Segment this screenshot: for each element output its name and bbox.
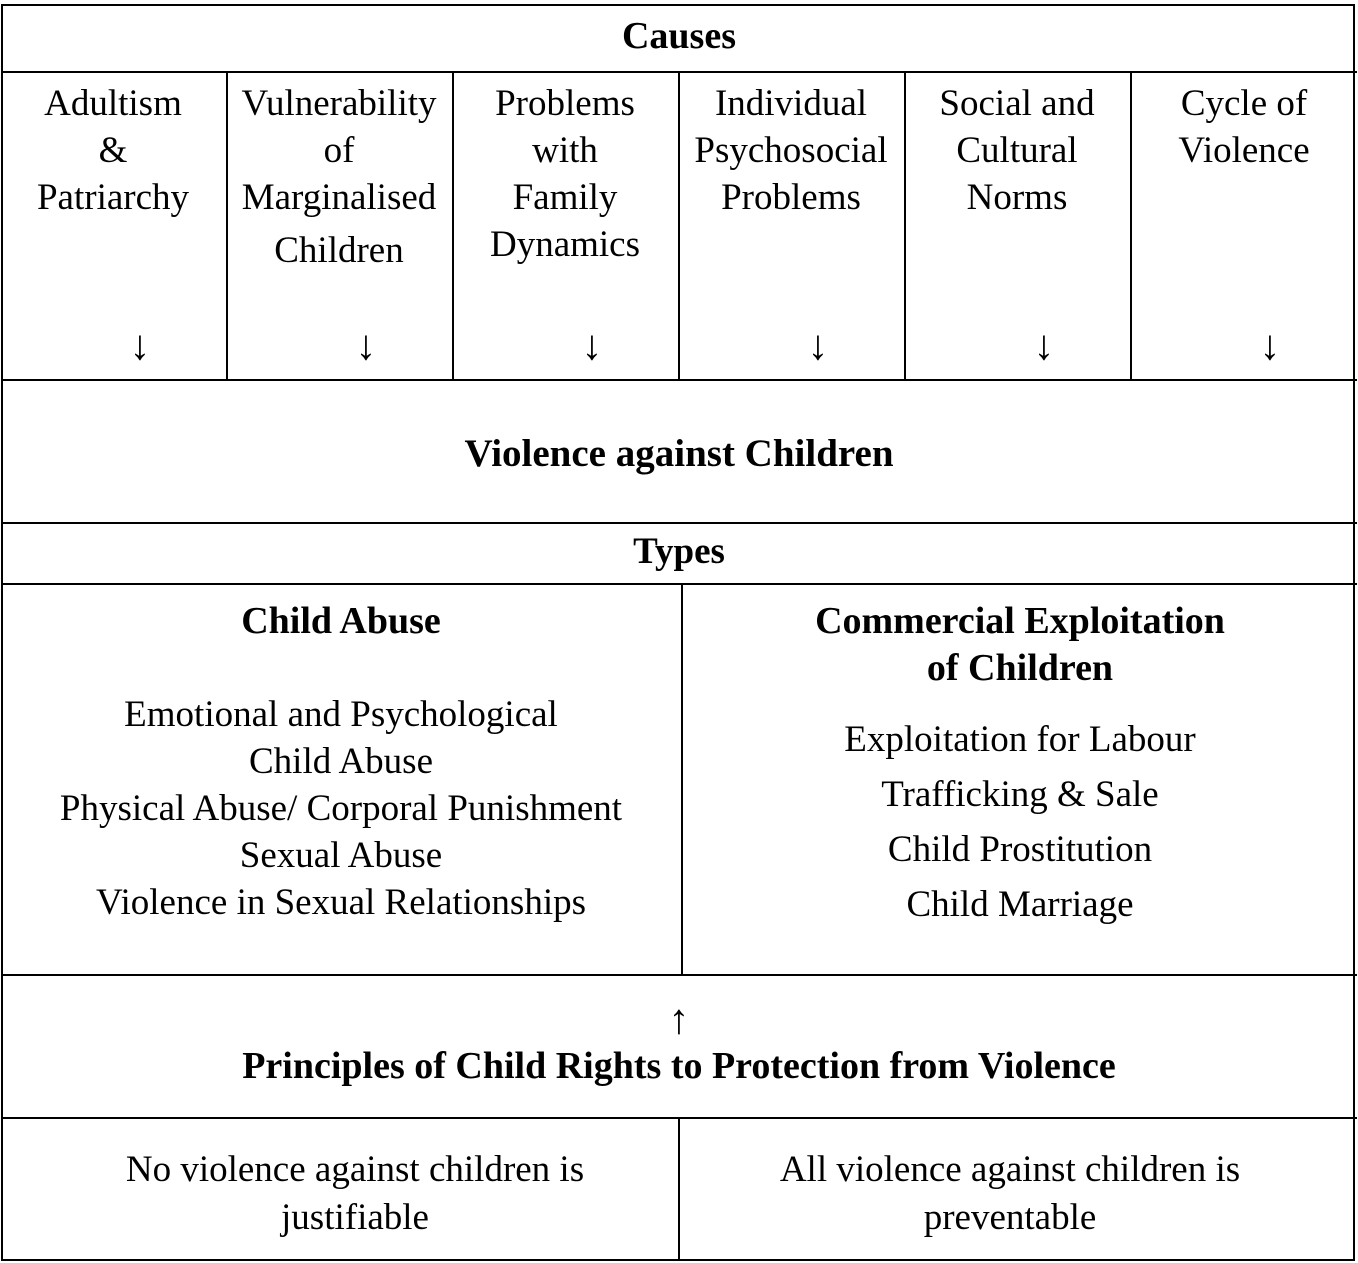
principle-preventable — [680, 1146, 1340, 1242]
cause-line: Cycle of — [1180, 83, 1308, 124]
down-arrow-icon: ↓ — [355, 323, 377, 369]
commercial-exploitation-item: Child Prostitution — [887, 829, 1153, 870]
child-abuse-item: Child Abuse — [249, 741, 433, 782]
cause-social-cultural-norms — [904, 80, 1130, 221]
commercial-exploitation-item: Child Marriage — [906, 884, 1134, 925]
cause-line: Violence — [1178, 130, 1310, 171]
child-abuse-heading: Child Abuse — [241, 600, 441, 642]
principle-line: All violence against children is — [779, 1149, 1241, 1190]
up-arrow-icon: ↑ — [668, 997, 690, 1043]
cause-line: Dynamics — [489, 224, 641, 265]
down-arrow-icon: ↓ — [1033, 323, 1055, 369]
child-abuse-section — [0, 598, 682, 926]
principles-title: Principles of Child Rights to Protection from Violence — [242, 1045, 1116, 1087]
cause-line: Social and — [939, 83, 1095, 124]
cause-line: Adultism — [44, 83, 182, 124]
cause-line: Children — [274, 230, 404, 271]
causes-title: Causes — [621, 15, 737, 57]
commercial-exploitation-item: Trafficking & Sale — [881, 774, 1159, 815]
cause-psychosocial — [678, 80, 904, 221]
cause-cycle-of-violence — [1130, 80, 1358, 174]
child-abuse-item: Violence in Sexual Relationships — [96, 882, 586, 923]
divider-types-title — [1, 583, 1357, 585]
principle-line: No violence against children is — [125, 1149, 585, 1190]
types-title: Types — [633, 531, 725, 572]
child-abuse-item: Physical Abuse/ Corporal Punishment — [59, 788, 623, 829]
principle-line: justifiable — [281, 1197, 429, 1238]
cause-adultism-patriarchy — [0, 80, 226, 221]
cause-line: Vulnerability — [241, 83, 437, 124]
down-arrow-icon: ↓ — [129, 323, 151, 369]
child-abuse-item: Emotional and Psychological — [124, 694, 558, 735]
cause-line: Patriarchy — [36, 177, 190, 218]
down-arrow-icon: ↓ — [581, 323, 603, 369]
cause-line: Family — [512, 177, 618, 218]
cause-line: & — [98, 130, 128, 171]
cause-line: with — [532, 130, 598, 171]
down-arrow-icon: ↓ — [1259, 323, 1281, 369]
cause-line: Problems — [721, 177, 861, 218]
commercial-exploitation-section — [682, 598, 1358, 932]
cause-line: Norms — [966, 177, 1068, 218]
cause-line: Problems — [495, 83, 635, 124]
down-arrow-icon: ↓ — [807, 323, 829, 369]
commercial-exploitation-list — [682, 712, 1358, 932]
cause-line: of — [323, 130, 355, 171]
commercial-exploitation-heading: Commercial Exploitation — [815, 600, 1225, 642]
violence-against-children-title: Violence against Children — [464, 432, 894, 475]
child-abuse-list — [0, 691, 682, 926]
cause-line: Individual — [714, 83, 868, 124]
child-abuse-item: Sexual Abuse — [239, 835, 443, 876]
commercial-exploitation-item: Exploitation for Labour — [844, 719, 1196, 760]
divider-types-bottom — [1, 974, 1357, 976]
principle-not-justifiable — [0, 1146, 710, 1242]
cause-line: Psychosocial — [694, 130, 888, 171]
commercial-exploitation-heading-line2: of Children — [926, 647, 1114, 689]
cause-family-dynamics — [452, 80, 678, 268]
cause-line: Marginalised — [241, 177, 437, 218]
cause-line: Cultural — [956, 130, 1078, 171]
principle-line: preventable — [923, 1197, 1097, 1238]
cause-vulnerability — [226, 80, 452, 274]
